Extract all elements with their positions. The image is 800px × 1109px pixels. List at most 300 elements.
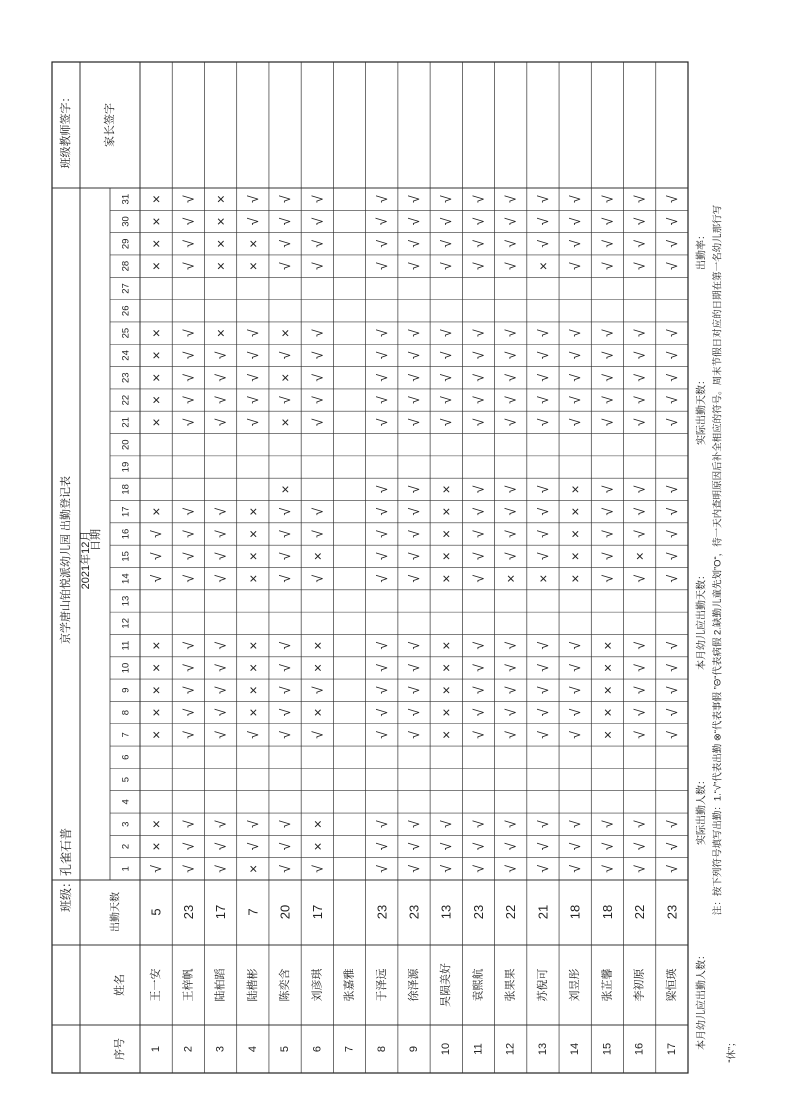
check-mark: √ — [212, 373, 229, 382]
check-mark: √ — [373, 820, 390, 829]
check-mark: √ — [502, 731, 519, 739]
day-number: 5 — [120, 776, 132, 783]
check-mark: √ — [244, 418, 261, 427]
cross-mark: × — [148, 686, 165, 695]
attendance-days: 23 — [470, 904, 486, 920]
day-number: 4 — [120, 799, 132, 805]
check-mark: √ — [309, 731, 326, 739]
day-number: 3 — [120, 821, 132, 827]
cross-mark: × — [148, 418, 165, 427]
check-mark: √ — [373, 195, 390, 204]
check-mark: √ — [309, 329, 326, 337]
check-mark: √ — [309, 396, 326, 404]
check-mark: √ — [277, 552, 294, 561]
check-mark: √ — [180, 574, 197, 583]
check-mark: √ — [663, 217, 680, 226]
day-number: 7 — [120, 732, 132, 738]
cross-mark: × — [599, 663, 616, 673]
check-mark: √ — [599, 418, 616, 427]
check-mark: √ — [567, 217, 584, 226]
check-mark: √ — [663, 485, 680, 494]
check-mark: √ — [534, 664, 551, 672]
check-mark: √ — [599, 396, 616, 404]
cross-mark: × — [567, 552, 584, 561]
check-mark: √ — [438, 262, 455, 270]
check-mark: √ — [502, 507, 519, 516]
check-mark: √ — [438, 820, 455, 829]
check-mark: √ — [373, 329, 390, 337]
check-mark: √ — [534, 820, 551, 829]
check-mark: √ — [502, 262, 519, 270]
check-mark: √ — [534, 530, 551, 538]
cross-mark: × — [244, 663, 261, 673]
check-mark: √ — [180, 351, 197, 360]
check-mark: √ — [438, 217, 455, 226]
check-mark: √ — [631, 664, 648, 672]
check-mark: √ — [373, 373, 390, 382]
check-mark: √ — [502, 329, 519, 337]
teacher-sign-label: 班级教师签字： — [60, 91, 72, 169]
day-number: 9 — [120, 687, 132, 693]
day-number: 16 — [120, 528, 132, 540]
cross-mark: × — [599, 708, 616, 717]
check-mark: √ — [277, 262, 294, 270]
check-mark: √ — [438, 195, 455, 204]
check-mark: √ — [534, 731, 551, 739]
cross-mark: × — [277, 418, 294, 427]
check-mark: √ — [244, 373, 261, 382]
check-mark: √ — [470, 217, 487, 226]
check-mark: √ — [277, 731, 294, 739]
check-mark: √ — [180, 552, 197, 561]
check-mark: √ — [502, 842, 519, 851]
attendance-days: 18 — [567, 904, 583, 920]
check-mark: √ — [567, 396, 584, 404]
check-mark: √ — [180, 373, 197, 382]
check-mark: √ — [373, 262, 390, 270]
cross-mark: × — [599, 730, 616, 739]
check-mark: √ — [470, 239, 487, 248]
check-mark: √ — [373, 239, 390, 248]
check-mark: √ — [567, 195, 584, 204]
check-mark: √ — [277, 686, 294, 695]
cross-mark: × — [148, 195, 165, 204]
cross-mark: × — [244, 507, 261, 516]
student-seq: 4 — [246, 1045, 259, 1053]
check-mark: √ — [277, 820, 294, 829]
check-mark: √ — [631, 217, 648, 226]
check-mark: √ — [599, 351, 616, 360]
check-mark: √ — [244, 329, 261, 337]
attendance-days: 13 — [438, 904, 454, 920]
check-mark: √ — [631, 507, 648, 516]
check-mark: √ — [631, 262, 648, 270]
check-mark: √ — [502, 864, 519, 873]
day-number: 8 — [120, 709, 132, 716]
student-seq: 12 — [504, 1042, 517, 1056]
check-mark: √ — [502, 530, 519, 538]
day-number: 26 — [120, 305, 132, 317]
student-seq: 2 — [182, 1045, 195, 1053]
check-mark: √ — [599, 552, 616, 561]
check-mark: √ — [470, 552, 487, 561]
check-mark: √ — [599, 195, 616, 204]
check-mark: √ — [244, 842, 261, 851]
cross-mark: × — [244, 239, 261, 248]
student-seq: 1 — [150, 1045, 163, 1053]
day-number: 17 — [120, 506, 132, 517]
check-mark: √ — [599, 574, 616, 583]
check-mark: √ — [373, 574, 390, 583]
student-name: 苏倪可 — [536, 968, 549, 1002]
check-mark: √ — [309, 373, 326, 382]
cross-mark: × — [534, 574, 551, 583]
check-mark: √ — [502, 664, 519, 672]
day-number: 24 — [120, 350, 132, 361]
cross-mark: × — [244, 864, 261, 873]
check-mark: √ — [406, 530, 422, 538]
check-mark: √ — [373, 552, 390, 561]
check-mark: √ — [309, 351, 326, 360]
check-mark: √ — [406, 864, 422, 873]
check-mark: √ — [567, 820, 584, 829]
day-number: 13 — [120, 595, 132, 607]
check-mark: √ — [244, 731, 261, 739]
check-mark: √ — [631, 373, 648, 382]
check-mark: √ — [631, 239, 648, 248]
check-mark: √ — [663, 842, 680, 851]
check-mark: √ — [406, 485, 422, 494]
student-name: 陈奕含 — [279, 968, 292, 1002]
check-mark: √ — [309, 530, 326, 538]
check-mark: √ — [212, 708, 229, 717]
check-mark: √ — [631, 574, 648, 583]
check-mark: √ — [534, 329, 551, 337]
check-mark: √ — [180, 262, 197, 270]
cross-mark: × — [438, 686, 455, 695]
cross-mark: × — [148, 239, 165, 248]
check-mark: √ — [534, 195, 551, 204]
check-mark: √ — [406, 239, 422, 248]
check-mark: √ — [567, 373, 584, 382]
day-number: 20 — [120, 439, 132, 450]
student-seq: 8 — [375, 1045, 388, 1053]
check-mark: √ — [631, 530, 648, 538]
cross-mark: × — [567, 485, 584, 494]
attendance-days: 23 — [664, 904, 680, 920]
check-mark: √ — [148, 864, 165, 873]
check-mark: √ — [502, 641, 519, 650]
check-mark: √ — [406, 396, 422, 404]
check-mark: √ — [373, 708, 390, 717]
day-number: 11 — [120, 640, 132, 651]
check-mark: √ — [663, 664, 680, 672]
check-mark: √ — [534, 507, 551, 516]
check-mark: √ — [470, 507, 487, 516]
name-header: 姓名 — [114, 974, 126, 996]
check-mark: √ — [663, 507, 680, 516]
cross-mark: × — [309, 552, 326, 561]
check-mark: √ — [244, 820, 261, 829]
check-mark: √ — [502, 485, 519, 494]
cross-mark: × — [438, 730, 455, 739]
attendance-days: 18 — [599, 904, 615, 920]
student-seq: 14 — [569, 1042, 582, 1056]
cross-mark: × — [438, 529, 455, 539]
cross-mark: × — [244, 686, 261, 695]
check-mark: √ — [663, 708, 680, 717]
student-name: 王梓帆 — [182, 968, 195, 1002]
check-mark: √ — [663, 686, 680, 695]
cross-mark: × — [148, 507, 165, 516]
cross-mark: × — [244, 552, 261, 561]
check-mark: √ — [438, 864, 455, 873]
seq-header: 序号 — [114, 1038, 126, 1060]
student-seq: 6 — [311, 1045, 324, 1053]
check-mark: √ — [180, 731, 197, 739]
check-mark: √ — [373, 864, 390, 873]
cross-mark: × — [309, 820, 326, 829]
cross-mark: × — [567, 529, 584, 539]
check-mark: √ — [470, 530, 487, 538]
check-mark: √ — [502, 239, 519, 248]
day-number: 1 — [120, 866, 132, 872]
class-label: 班级：孔雀石普 — [59, 827, 73, 913]
attendance-days: 23 — [374, 904, 390, 920]
check-mark: √ — [663, 373, 680, 382]
check-mark: √ — [599, 485, 616, 494]
day-number: 2 — [120, 843, 132, 850]
check-mark: √ — [631, 708, 648, 717]
cross-mark: × — [148, 820, 165, 829]
cross-mark: × — [309, 842, 326, 851]
check-mark: √ — [277, 507, 294, 516]
check-mark: √ — [180, 842, 197, 851]
day-number: 25 — [120, 327, 132, 339]
check-mark: √ — [663, 574, 680, 583]
cross-mark: × — [277, 373, 294, 382]
cross-mark: × — [277, 329, 294, 338]
check-mark: √ — [663, 418, 680, 427]
day-number: 12 — [120, 618, 132, 629]
cross-mark: × — [438, 485, 455, 494]
check-mark: √ — [534, 708, 551, 717]
check-mark: √ — [277, 641, 294, 650]
check-mark: √ — [567, 864, 584, 873]
check-mark: √ — [212, 731, 229, 739]
check-mark: √ — [180, 195, 197, 204]
check-mark: √ — [534, 552, 551, 561]
day-number: 27 — [120, 283, 132, 294]
check-mark: √ — [212, 351, 229, 360]
check-mark: √ — [406, 262, 422, 270]
cross-mark: × — [309, 708, 326, 717]
check-mark: √ — [373, 530, 390, 538]
day-number: 18 — [120, 484, 132, 495]
cross-mark: × — [567, 507, 584, 516]
check-mark: √ — [406, 731, 422, 739]
check-mark: √ — [212, 507, 229, 516]
check-mark: √ — [631, 842, 648, 851]
cross-mark: × — [438, 507, 455, 516]
student-name: 陆柏蹈 — [214, 968, 227, 1002]
check-mark: √ — [438, 239, 455, 248]
check-mark: √ — [148, 530, 165, 538]
attendance-days: 22 — [503, 904, 519, 920]
check-mark: √ — [567, 664, 584, 672]
day-number: 28 — [120, 260, 132, 272]
check-mark: √ — [567, 262, 584, 270]
check-mark: √ — [406, 217, 422, 226]
cross-mark: × — [244, 708, 261, 717]
check-mark: √ — [567, 239, 584, 248]
check-mark: √ — [180, 664, 197, 672]
student-name: 李初原 — [633, 968, 646, 1002]
check-mark: √ — [212, 842, 229, 851]
check-mark: √ — [180, 686, 197, 695]
cross-mark: × — [148, 663, 165, 673]
check-mark: √ — [631, 418, 648, 427]
student-name: 袁熙航 — [472, 968, 485, 1002]
cross-mark: × — [244, 262, 261, 271]
student-name: 陆楷彬 — [246, 968, 259, 1002]
cross-mark: × — [244, 641, 261, 650]
cross-mark: × — [212, 239, 229, 248]
footer-rate: 出勤率： — [696, 230, 708, 270]
check-mark: √ — [502, 552, 519, 561]
attendance-days: 20 — [277, 904, 293, 920]
student-seq: 10 — [440, 1042, 453, 1056]
student-seq: 11 — [472, 1043, 485, 1055]
attendance-days: 23 — [180, 904, 196, 920]
footer-days-due: 本月幼儿应出勤天数： — [696, 570, 708, 670]
check-mark: √ — [599, 329, 616, 337]
cross-mark: × — [148, 395, 165, 405]
check-mark: √ — [406, 552, 422, 561]
student-name: 徐泽源 — [408, 968, 420, 1002]
student-seq: 7 — [343, 1045, 356, 1053]
cross-mark: × — [148, 708, 165, 717]
cross-mark: × — [502, 574, 519, 583]
attendance-days: 17 — [309, 904, 325, 920]
check-mark: √ — [663, 552, 680, 561]
check-mark: √ — [212, 552, 229, 561]
check-mark: √ — [599, 820, 616, 829]
check-mark: √ — [373, 351, 390, 360]
cross-mark: × — [212, 262, 229, 271]
cross-mark: × — [599, 641, 616, 650]
student-name: 张果果 — [504, 968, 517, 1002]
day-number: 30 — [120, 216, 132, 227]
check-mark: √ — [534, 418, 551, 427]
cross-mark: × — [148, 351, 165, 360]
check-mark: √ — [309, 239, 326, 248]
check-mark: √ — [663, 262, 680, 270]
check-mark: √ — [244, 351, 261, 360]
check-mark: √ — [438, 396, 455, 404]
check-mark: √ — [470, 574, 487, 583]
check-mark: √ — [599, 262, 616, 270]
student-seq: 9 — [408, 1045, 420, 1053]
check-mark: √ — [502, 217, 519, 226]
check-mark: √ — [212, 864, 229, 873]
check-mark: √ — [502, 396, 519, 404]
student-seq: 3 — [214, 1045, 227, 1053]
check-mark: √ — [212, 574, 229, 583]
check-mark: √ — [373, 217, 390, 226]
check-mark: √ — [663, 641, 680, 650]
cross-mark: × — [567, 574, 584, 583]
cross-mark: × — [148, 373, 165, 382]
day-number: 21 — [120, 417, 132, 428]
check-mark: √ — [599, 507, 616, 516]
student-name: 张嘉雅 — [343, 968, 356, 1002]
check-mark: √ — [599, 373, 616, 382]
check-mark: √ — [534, 485, 551, 494]
check-mark: √ — [180, 708, 197, 717]
check-mark: √ — [599, 239, 616, 248]
check-mark: √ — [309, 262, 326, 270]
check-mark: √ — [470, 329, 487, 337]
cross-mark: × — [244, 574, 261, 583]
check-mark: √ — [406, 574, 422, 583]
check-mark: √ — [502, 373, 519, 382]
check-mark: √ — [534, 217, 551, 226]
check-mark: √ — [663, 530, 680, 538]
check-mark: √ — [406, 708, 422, 717]
cross-mark: × — [148, 329, 165, 338]
check-mark: √ — [663, 396, 680, 404]
check-mark: √ — [277, 217, 294, 226]
check-mark: √ — [567, 329, 584, 337]
cross-mark: × — [631, 552, 648, 561]
check-mark: √ — [663, 329, 680, 337]
check-mark: √ — [502, 351, 519, 360]
check-mark: √ — [534, 864, 551, 873]
cross-mark: × — [148, 641, 165, 650]
check-mark: √ — [534, 396, 551, 404]
check-mark: √ — [212, 418, 229, 427]
check-mark: √ — [277, 396, 294, 404]
cross-mark: × — [309, 641, 326, 650]
check-mark: √ — [631, 485, 648, 494]
student-name: 于泽远 — [375, 968, 388, 1002]
check-mark: √ — [599, 842, 616, 851]
check-mark: √ — [534, 373, 551, 382]
check-mark: √ — [438, 842, 455, 851]
check-mark: √ — [180, 217, 197, 226]
check-mark: √ — [438, 329, 455, 337]
check-mark: √ — [470, 686, 487, 695]
check-mark: √ — [663, 195, 680, 204]
cross-mark: × — [534, 262, 551, 271]
check-mark: √ — [406, 664, 422, 672]
day-number: 23 — [120, 372, 132, 384]
month-title: 2021年12月 — [80, 530, 92, 590]
check-mark: √ — [212, 686, 229, 695]
check-mark: √ — [567, 708, 584, 717]
cross-mark: × — [148, 842, 165, 851]
attendance-days: 22 — [632, 904, 648, 920]
check-mark: √ — [277, 708, 294, 717]
check-mark: √ — [631, 351, 648, 360]
check-mark: √ — [212, 396, 229, 404]
check-mark: √ — [663, 351, 680, 360]
check-mark: √ — [502, 686, 519, 695]
attendance-days: 7 — [245, 908, 261, 916]
check-mark: √ — [277, 864, 294, 873]
day-number: 6 — [120, 754, 132, 760]
